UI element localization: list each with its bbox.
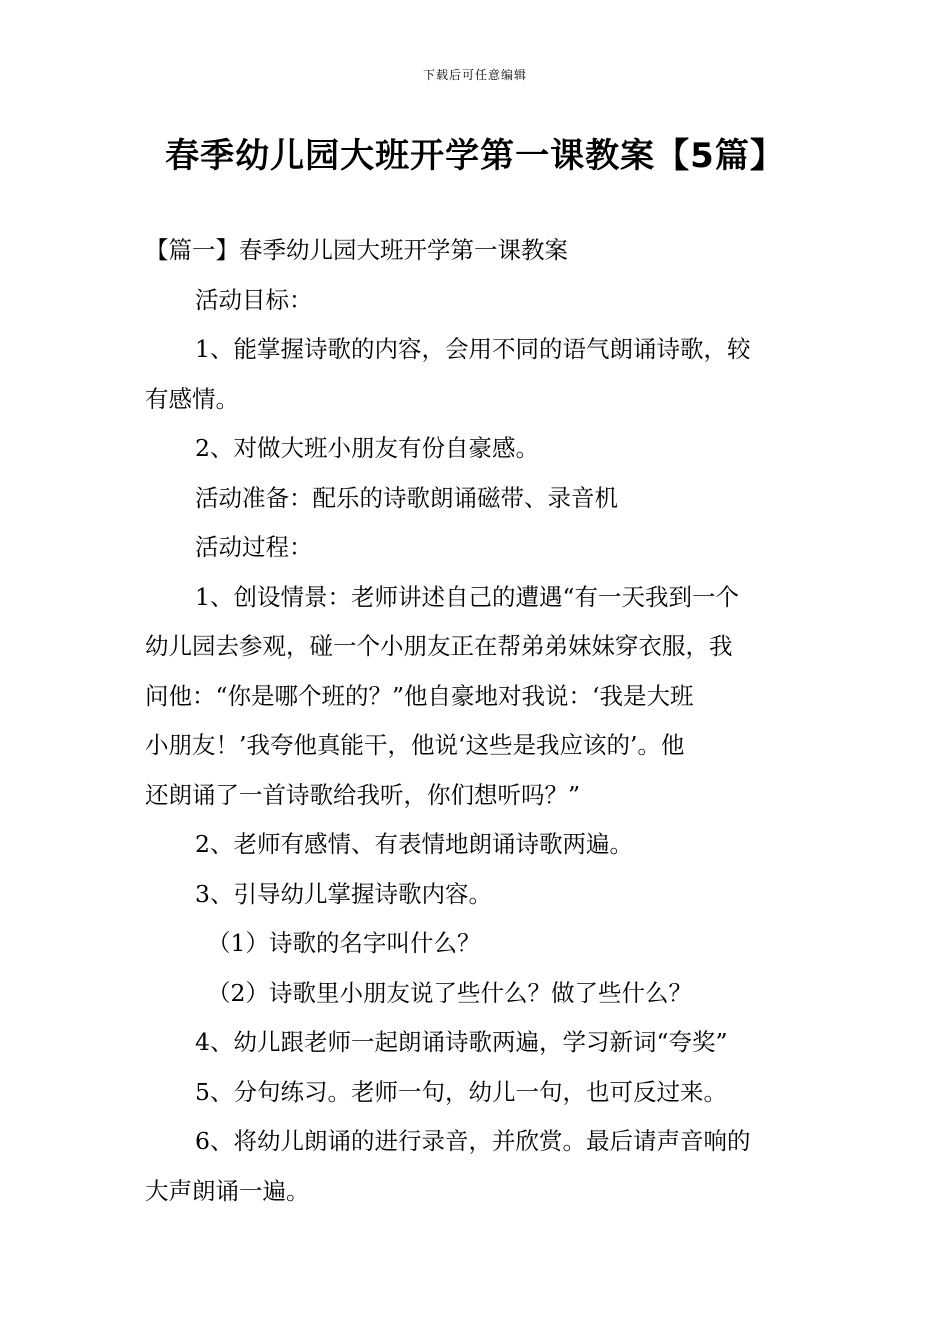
paragraph-line: 有感情。 xyxy=(145,384,239,413)
paragraph-line: 2、老师有感情、有表情地朗诵诗歌两遍。 xyxy=(195,830,633,858)
paragraph-line: 3、引导幼儿掌握诗歌内容。 xyxy=(195,879,492,908)
section-heading: 【篇一】春季幼儿园大班开学第一课教案 xyxy=(145,236,568,264)
paragraph-line: 1、能掌握诗歌的内容，会用不同的语气朗诵诗歌，较 xyxy=(195,335,751,363)
paragraph-line: 活动目标： xyxy=(195,285,313,314)
paragraph-line: （1）诗歌的名字叫什么？ xyxy=(207,929,481,957)
document-body xyxy=(145,226,807,1216)
paragraph-line: 活动过程： xyxy=(195,533,313,561)
page-title: 春季幼儿园大班开学第一课教案【5篇】 xyxy=(165,136,785,176)
paragraph-line: 2、对做大班小朋友有份自豪感。 xyxy=(195,434,539,462)
paragraph-line: 6、将幼儿朗诵的进行录音，并欣赏。最后请声音响的 xyxy=(195,1127,751,1155)
paragraph-line: 还朗诵了一首诗歌给我听，你们想听吗？” xyxy=(145,780,581,809)
header-note: 下载后可任意编辑 xyxy=(422,68,527,82)
paragraph-line: 活动准备：配乐的诗歌朗诵磁带、录音机 xyxy=(195,483,618,512)
paragraph-line: 问他：“你是哪个班的？”他自豪地对我说：‘我是大班 xyxy=(145,681,694,710)
paragraph-line: 5、分句练习。老师一句，幼儿一句，也可反过来。 xyxy=(195,1077,727,1106)
paragraph-line: 大声朗诵一遍。 xyxy=(145,1176,310,1205)
paragraph-line: 幼儿园去参观，碰一个小朋友正在帮弟弟妹妹穿衣服，我 xyxy=(145,632,733,660)
paragraph-line: 小朋友！’我夸他真能干，他说‘这些是我应该的’。他 xyxy=(145,731,685,759)
paragraph-line: 4、幼儿跟老师一起朗诵诗歌两遍，学习新词“夸奖” xyxy=(195,1028,728,1056)
paragraph-line: （2）诗歌里小朋友说了些什么？做了些什么？ xyxy=(207,978,692,1007)
paragraph-line: 1、创设情景：老师讲述自己的遭遇“有一天我到一个 xyxy=(195,582,739,611)
